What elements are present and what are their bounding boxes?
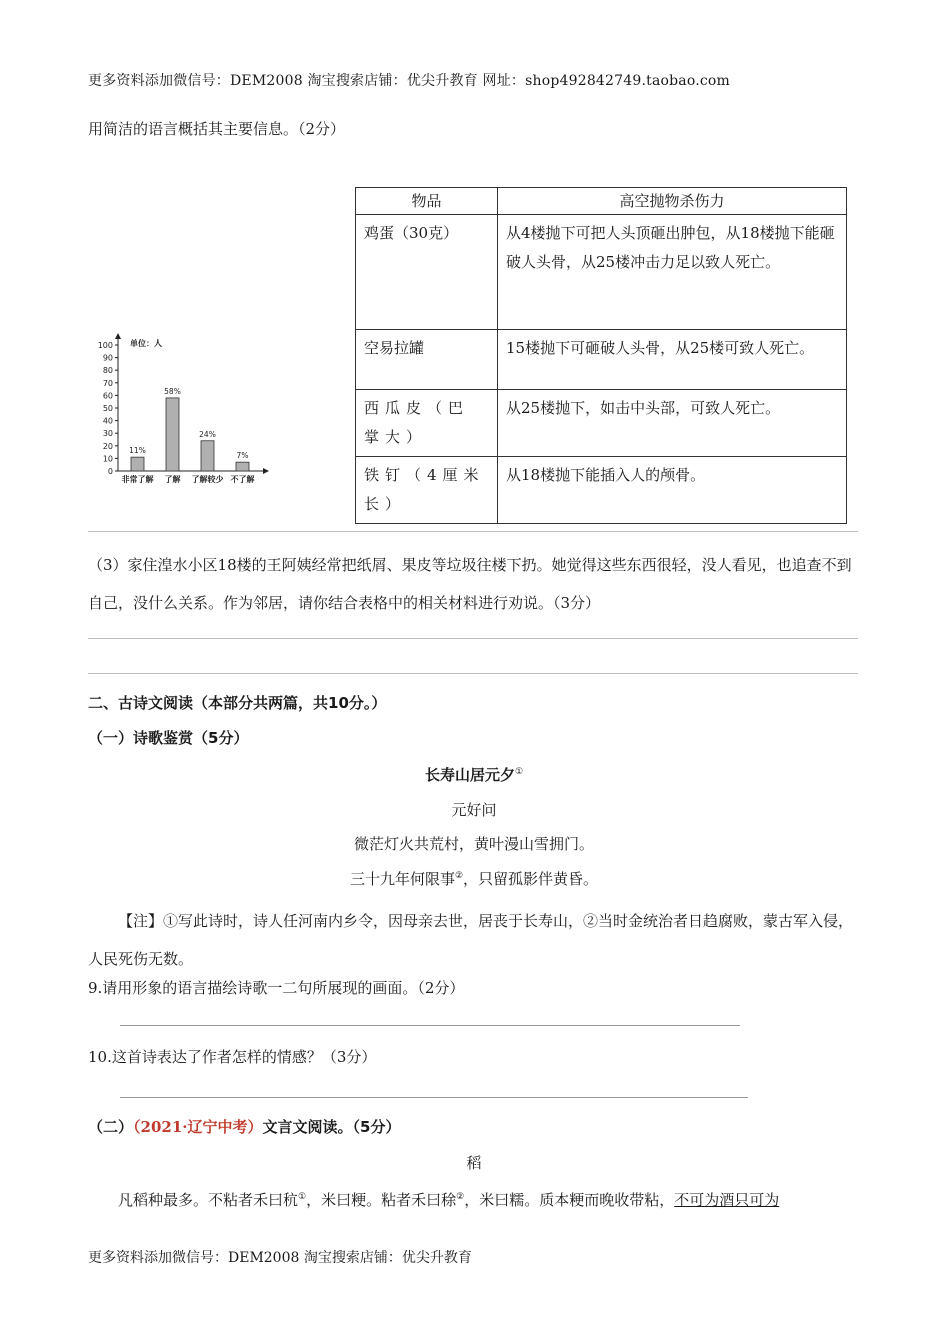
table-cell: 从4楼抛下可把人头顶砸出肿包，从18楼抛下能砸破人头骨，从25楼冲击力足以致人死亡。 [498,215,847,330]
article-paragraph [88,1186,860,1211]
data-label: 7% [236,451,249,461]
footnote-mark: ① [298,1192,307,1202]
table-row [356,390,847,457]
article-title: 稻 [466,1154,482,1172]
table-cell: 西瓜皮（巴掌大） [356,390,498,457]
poem-line-part: ，只留孤影伴黄昏。 [463,870,599,888]
y-tick-label: 0 [107,467,113,476]
table-cell: 15楼抛下可砸破人头骨，从25楼可致人死亡。 [498,330,847,390]
table-cell: 空易拉罐 [356,330,498,390]
x-tick-label: 了解较少 [191,475,224,484]
y-tick-label: 20 [102,441,113,451]
bar [166,398,179,471]
table-cell: 从18楼抛下能插入人的颅骨。 [498,457,847,524]
harm-table [355,187,847,524]
table-row [356,457,847,524]
y-tick-label: 40 [102,416,113,426]
underlined-sentence: 不可为酒只可为 [674,1191,780,1209]
article-text: ，米曰粳。粘者禾曰稌 [306,1191,457,1209]
x-tick-label: 了解 [164,475,181,484]
question-10: 10.这首诗表达了作者怎样的情感？（3分） [88,1048,377,1066]
x-axis-arrow [263,468,269,474]
footnote-mark: ① [514,767,524,777]
answer-line[interactable] [88,638,858,639]
answer-line[interactable] [88,531,858,532]
poem-line [88,868,860,889]
y-tick-label: 30 [102,429,113,439]
heading-suffix: 文言文阅读。（5分） [262,1118,401,1136]
answer-line[interactable] [120,1025,740,1026]
y-tick-label: 50 [102,404,113,413]
y-tick-label: 60 [102,391,113,401]
x-tick-label: 不了解 [230,475,255,484]
y-tick-label: 10 [102,454,113,464]
source-tag: （2021·辽宁中考） [133,1118,263,1136]
data-label: 11% [129,446,146,456]
table-header-cell: 高空抛物杀伤力 [498,188,847,215]
y-tick-label: 70 [102,378,113,388]
article-text: ，米曰糯。质本粳而晚收带粘， [464,1191,675,1209]
poem-title-text: 长寿山居元夕 [424,766,515,784]
heading-prefix: （二） [88,1118,134,1136]
y-tick-label: 80 [102,366,113,376]
page-footer: 更多资料添加微信号：DEM2008 淘宝搜索店铺：优尖升教育 [88,1250,472,1266]
footnote-mark: ② [454,871,464,881]
table-cell: 铁钉（4厘米长） [356,457,498,524]
table-row [356,330,847,390]
poem-line: 微茫灯火共荒村，黄叶漫山雪拥门。 [353,835,594,853]
page-header: 更多资料添加微信号：DEM2008 淘宝搜索店铺：优尖升教育 网址：shop492842749.taobao.com [88,73,731,89]
article-text: 凡稻种最多。不粘者禾曰秔 [118,1191,299,1209]
answer-line[interactable] [88,673,858,674]
intro-text: 用简洁的语言概括其主要信息。（2分） [88,120,346,138]
bar [131,457,144,471]
x-tick-label: 非常了解 [121,475,154,484]
table-cell: 从25楼抛下，如击中头部，可致人死亡。 [498,390,847,457]
poem-line-part: 三十九年何限事 [349,870,455,888]
poem-title [88,764,860,785]
bar [236,462,249,471]
poem-note: 【注】①写此诗时，诗人任河南内乡令，因母亲去世，居丧于长寿山，②当时金统治者日趋腐败，蒙古军入侵，人民死伤无数。 [88,912,854,968]
poem-author: 元好问 [451,801,497,819]
subsection-heading: （一）诗歌鉴赏（5分） [88,729,249,747]
footnote-mark: ② [456,1192,465,1202]
table-header-row [356,188,847,215]
bar-chart [88,330,288,490]
data-label: 58% [164,386,181,396]
y-axis-arrow [115,333,121,339]
data-label: 24% [199,429,216,439]
table-header-cell: 物品 [356,188,498,215]
section-heading: 二、古诗文阅读（本部分共两篇，共10分。） [88,694,387,712]
bar [201,441,214,471]
answer-line[interactable] [120,1097,748,1098]
question-3: （3）家住湟水小区18楼的王阿姨经常把纸屑、果皮等垃圾往楼下扔。她觉得这些东西很轻，没人看见，也追查不到自己，没什么关系。作为邻居，请你结合表格中的相关材料进行劝说。（3分） [88,556,852,612]
y-tick-label: 90 [102,353,113,363]
y-tick-label: 100 [97,341,113,350]
chart-title: 单位：人 [130,339,162,348]
table-cell: 鸡蛋（30克） [356,215,498,330]
subsection-heading-2 [88,1116,400,1137]
question-9: 9.请用形象的语言描绘诗歌一二句所展现的画面。（2分） [88,979,465,997]
table-row [356,215,847,330]
